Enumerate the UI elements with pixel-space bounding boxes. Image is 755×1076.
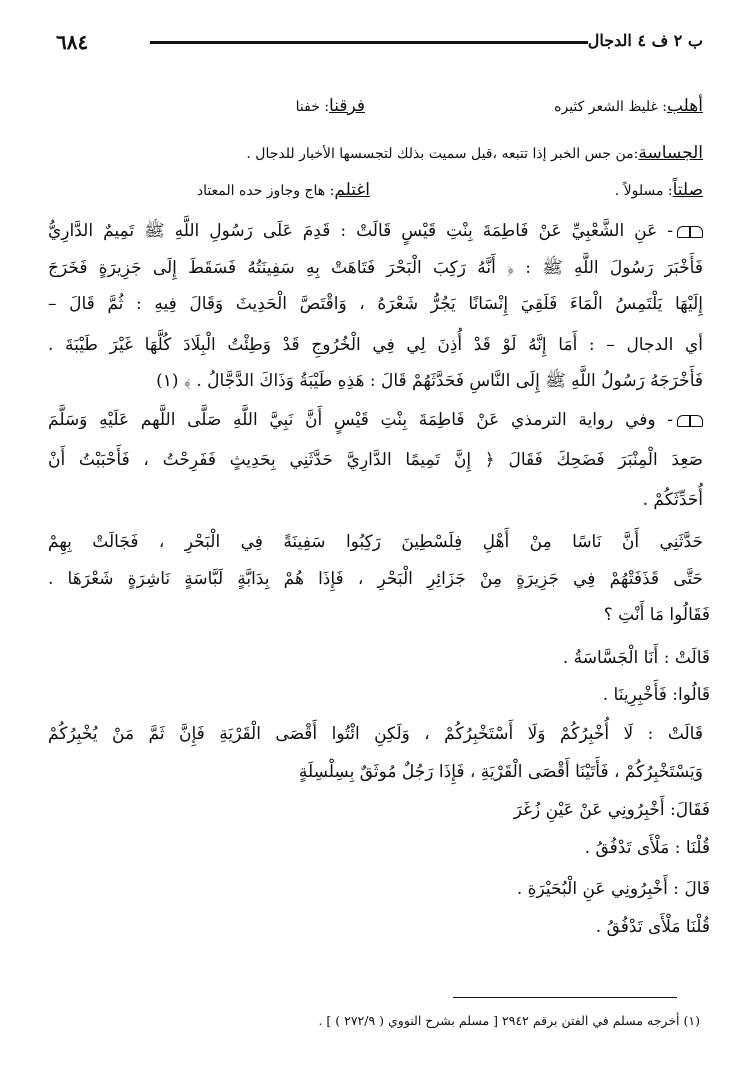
story-line-6: قَالَتْ : لَا أُخْبِرُكُمْ وَلَا أَسْتَخْبِرُكُمْ ، وَلَكِنِ ائْتُوا أَقْصَى الْقَرْيَةِ فَإِنَّ ثَمَّ مَنْ يُخْبِرُكُمْ (48, 724, 703, 744)
gloss-term: أهلب (666, 96, 703, 116)
hadith2-line-1: - وفي رواية الترمذي عَنْ فَاطِمَةَ بِنْتِ قَيْسٍ أَنَّ نَبِيَّ اللَّهِ صَلَّى اللَّهم عَلَيْهِ وَسَلَّمَ (48, 410, 703, 430)
footnote-rule (453, 997, 677, 998)
story-line-2: حَتَّى قَذَفَتْهُمْ فِي جَزِيرَةٍ مِنْ جَزَائِرِ الْبَحْرِ ، فَإِذَا هُمْ بِدَابَّةٍ لَبَّاسَةٍ نَاشِرَةٍ شَعْرَهَا . (48, 569, 703, 589)
story-line-8: فَقَالَ: أَخْبِرُونِي عَنْ عَيْنِ زُغَرَ (513, 800, 710, 820)
story-line-10: قَالَ : أَخْبِرُونِي عَنِ الْبُحَيْرَةِ . (516, 879, 710, 899)
hadith1-line-3: إِلَيْهَا يَلْتَمِسُ الْمَاءَ فَلَقِيَ إِنْسَانًا يَجُرُّ شَعْرَهُ ، وَاقْتَصَّ الْحَدِيثَ وَقَالَ فِيهِ : ثُمَّ قَالَ – (48, 294, 703, 314)
story-line-4: قَالَتْ : أَنَا الْجَسَّاسَةُ . (562, 648, 710, 668)
gloss-term: الجساسة (638, 143, 703, 163)
hadith2-line-3: أُحَدِّثَكُمْ . (642, 490, 703, 510)
story-line-5: قَالُوا: فَأَخْبِرِينَا . (602, 685, 710, 705)
header-rule (150, 41, 588, 44)
gloss-entry-ahlab (554, 96, 703, 116)
gloss-term: اغتلم (334, 180, 370, 200)
gloss-entry-faraqna (296, 96, 365, 116)
story-line-11: قُلْنَا مَلْأَى تَدْفُقُ . (595, 917, 710, 937)
story-line-3: فَقَالُوا مَا أَنْتِ ؟ (603, 605, 710, 625)
gloss-def: : هاج وجاوز حده المعتاد (196, 183, 335, 199)
hadith2-line-2: صَعِدَ الْمِنْبَرَ فَضَحِكَ فَقَالَ ﴿ إِنَّ تَمِيمًا الدَّارِيَّ حَدَّثَنِي بِحَدِيثٍ فَفَرِحْتُ ، فَأَحْبَبْتُ أَنْ (48, 450, 703, 470)
footnote: (١) أخرجه مسلم في الفتن برقم ٢٩٤٢ [ مسلم بشرح النووي ( ٢٧٢/٩ ) ] . (318, 1013, 700, 1028)
chapter-header: ب ٢ ف ٤ الدجال (587, 31, 703, 50)
gloss-def: : غليظ الشعر كثيره (554, 99, 667, 115)
book-icon (677, 415, 703, 427)
gloss-term: صلتاً (672, 180, 703, 200)
hadith1-line-1: - عَنِ الشَّعْبِيِّ عَنْ فَاطِمَةَ بِنْتِ قَيْسٍ قَالَتْ : قَدِمَ عَلَى رَسُولِ اللَّهِ ﷺ تَمِيمٌ الدَّارِيُّ (48, 220, 703, 245)
page-number: ٦٨٤ (56, 30, 89, 54)
gloss-term: فرقنا (329, 96, 365, 116)
gloss-def: : خفنا (295, 99, 330, 115)
hadith1-line-2: فَأَخْبَرَ رَسُولَ اللَّهِ ﷺ : ﴿ أَنَّهُ رَكِبَ الْبَحْرَ فَتَاهَتْ بِهِ سَفِينَتُهُ فَسَقَطَ إِلَى جَزِيرَةٍ فَخَرَجَ (48, 258, 703, 278)
story-line-9: قُلْنَا : مَلْأَى تَدْفُقُ . (584, 838, 710, 858)
story-line-7: وَيَسْتَخْبِرُكُمْ ، فَأَتَيْنَا أَقْصَى الْقَرْيَةِ ، فَإِذَا رَجُلٌ مُوثَقٌ بِسِلْسِلَةٍ (298, 762, 703, 782)
hadith1-line-5: فَأَخْرَجَهُ رَسُولُ اللَّهِ ﷺ إِلَى النَّاسِ فَحَدَّثَهُمْ قَالَ : هَذِهِ طَيْبَةُ وَذَاكَ الدَّجَّالُ . ﴾ (١) (156, 371, 703, 391)
gloss-entry-saltan (615, 180, 703, 200)
book-icon (677, 226, 703, 238)
story-line-1: حَدَّثَنِي أَنَّ نَاسًا مِنْ أَهْلِ فِلَسْطِينَ رَكِبُوا سَفِينَةً فِي الْبَحْرِ ، فَجَالَتْ بِهِمْ (48, 532, 703, 552)
gloss-def: :من جس الخبر إذا تتبعه ،قيل سميت بذلك لتجسسها الأخبار للدجال . (246, 146, 639, 162)
gloss-entry-ightalam (197, 180, 370, 200)
hadith1-line-4: أي الدجال – : أَمَا إِنَّهُ لَوْ قَدْ أُذِنَ لِي فِي الْخُرُوجِ قَدْ وَطِئْتُ الْبِلَادَ كُلَّهَا غَيْرَ طَيْبَةَ . (48, 335, 703, 355)
gloss-def: : مسلولاً . (614, 183, 673, 199)
gloss-entry-jassasa (246, 143, 703, 163)
